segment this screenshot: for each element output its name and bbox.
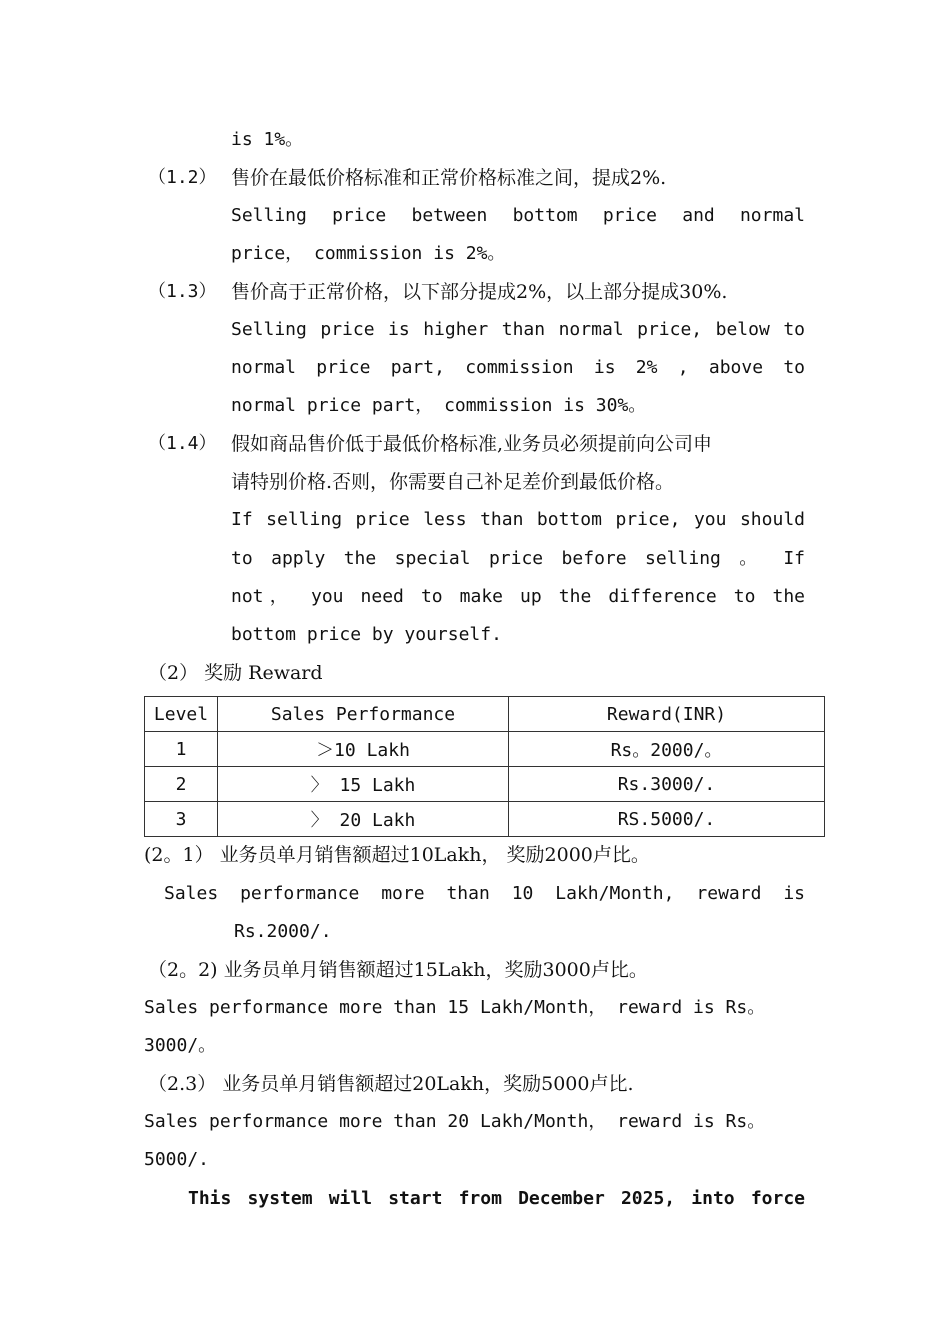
- text-line: normal price part, commission is 2% , above to: [231, 357, 805, 378]
- text-line: bottom price by yourself.: [231, 624, 502, 645]
- table-row: [145, 802, 825, 837]
- text-line: 假如商品售价低于最低价格标准,业务员必须提前向公司申: [231, 433, 713, 455]
- item-number: （1.3）: [148, 281, 217, 302]
- text-line: Selling price between bottom price and normal: [231, 205, 805, 226]
- text-line: normal price part， commission is 30%。: [231, 395, 647, 416]
- table-cell: 〉 15 Lakh: [218, 767, 509, 802]
- item-number: （1.2）: [148, 167, 217, 188]
- text-line: Selling price is higher than normal price, below to: [231, 319, 805, 340]
- table-cell: RS.5000/.: [509, 802, 825, 837]
- table-row: [145, 767, 825, 802]
- text-line: price， commission is 2%。: [231, 243, 506, 264]
- table-cell: Rs。2000/。: [509, 732, 825, 767]
- reward-table: [144, 696, 825, 837]
- table-header-row: [145, 697, 825, 732]
- text-line: is 1%。: [231, 129, 304, 150]
- table-header-cell: Sales Performance: [218, 697, 509, 732]
- text-line: (2。1） 业务员单月销售额超过10Lakh， 奖励2000卢比。: [144, 844, 650, 866]
- text-line: to apply the special price before selling 。 If: [231, 548, 805, 569]
- text-line: （2.3） 业务员单月销售额超过20Lakh，奖励5000卢比.: [148, 1073, 634, 1095]
- table-cell: 2: [145, 767, 218, 802]
- table-cell: Rs.3000/.: [509, 767, 825, 802]
- text-line: 3000/。: [144, 1035, 217, 1056]
- table-cell: 3: [145, 802, 218, 837]
- text-line: 5000/.: [144, 1149, 210, 1170]
- table-header-cell: Reward(INR): [509, 697, 825, 732]
- item-number: （1.4）: [148, 433, 217, 454]
- table-header-cell: Level: [145, 697, 218, 732]
- text-line: Sales performance more than 10 Lakh/Month, reward is: [164, 883, 805, 904]
- text-line: 售价高于正常价格，以下部分提成2%，以上部分提成30%.: [231, 281, 728, 303]
- table-cell: ＞10 Lakh: [218, 732, 509, 767]
- text-line: If selling price less than bottom price, you should: [231, 509, 805, 530]
- text-line: 请特别价格.否则，你需要自己补足差价到最低价格。: [231, 471, 675, 493]
- table-cell: 1: [145, 732, 218, 767]
- text-line: Rs.2000/.: [234, 921, 332, 942]
- table-row: [145, 732, 825, 767]
- text-line: Sales performance more than 20 Lakh/Month， reward is Rs。: [144, 1111, 766, 1132]
- text-line: not， you need to make up the difference to the: [231, 586, 805, 607]
- table-cell: 〉 20 Lakh: [218, 802, 509, 837]
- section-heading: （2） 奖励 Reward: [148, 662, 323, 684]
- text-line: （2。2) 业务员单月销售额超过15Lakh，奖励3000卢比。: [148, 959, 648, 981]
- text-line: This system will start from December 2025, into force: [188, 1188, 805, 1209]
- text-line: 售价在最低价格标准和正常价格标准之间，提成2%.: [231, 167, 667, 189]
- text-line: Sales performance more than 15 Lakh/Month， reward is Rs。: [144, 997, 766, 1018]
